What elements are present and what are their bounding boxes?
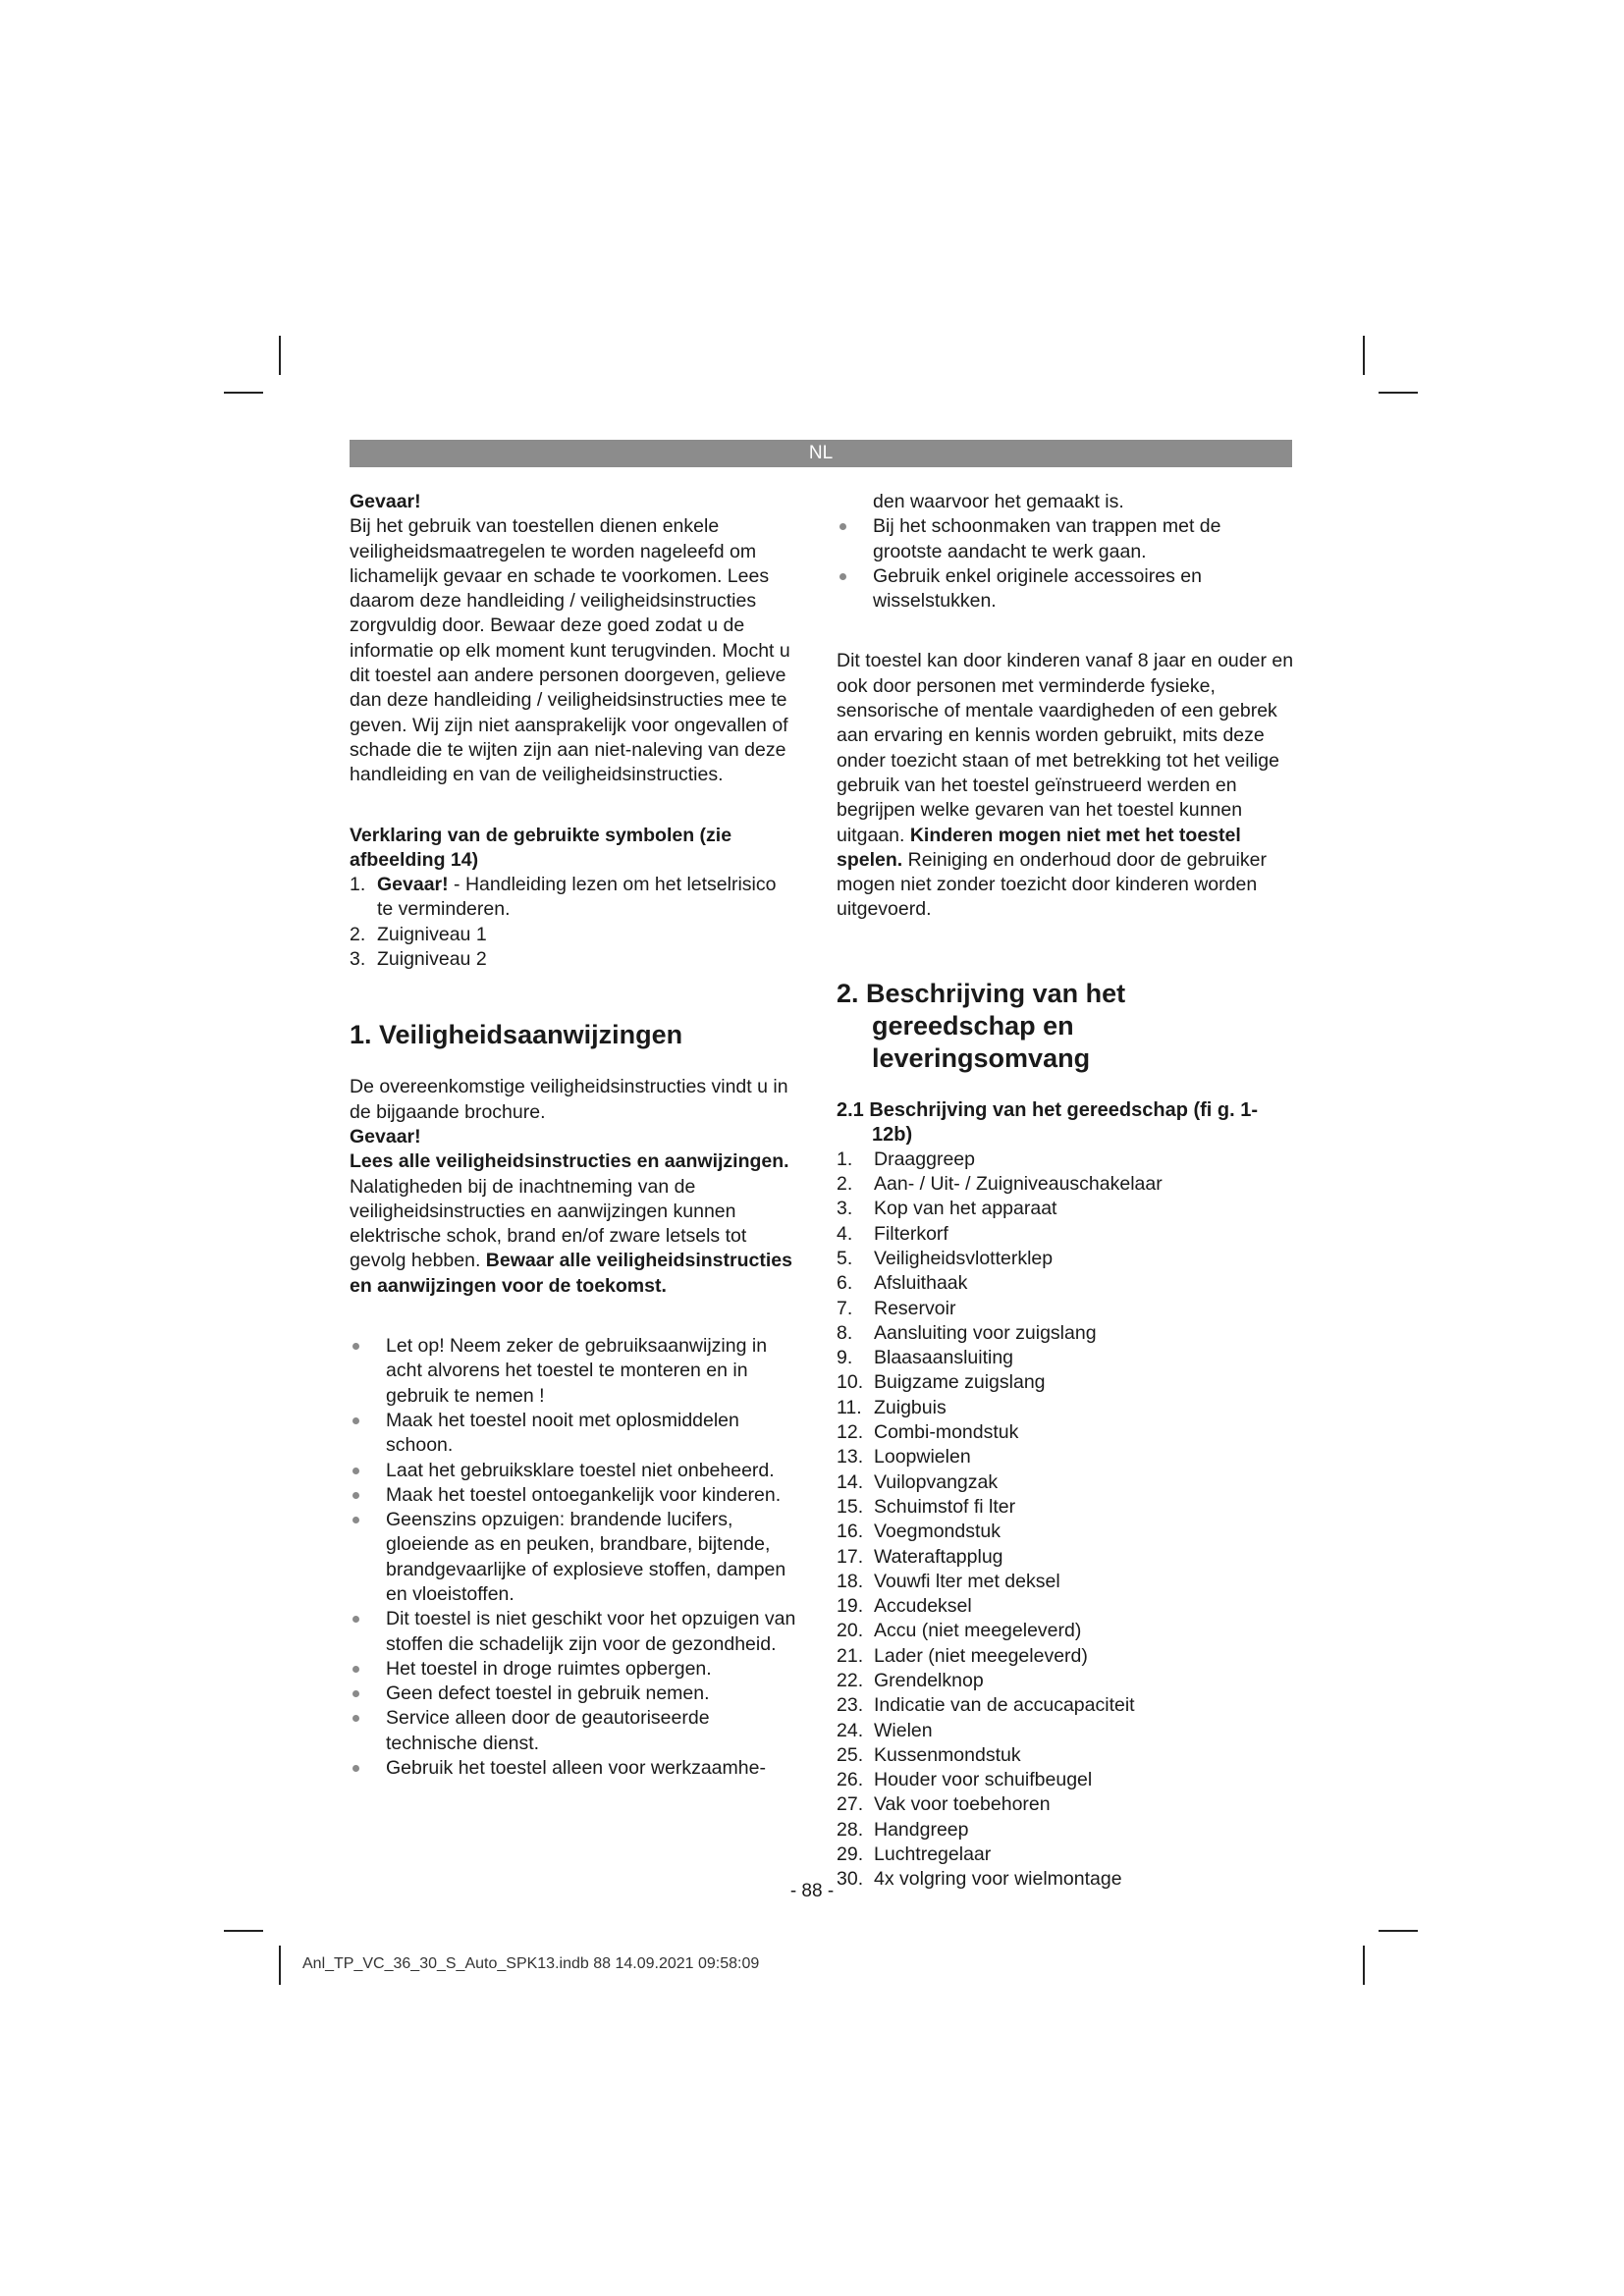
safety-bullet-list-continued	[837, 514, 1294, 614]
part-item	[837, 1520, 1294, 1544]
section1-warning: Gevaar!	[350, 1125, 421, 1148]
page-number: - 88 -	[789, 1881, 835, 1901]
children-text-2: Reiniging en onderhoud door de gebruiker mogen niet zonder toezicht door kinderen worden uitgevoerd.	[837, 848, 1267, 921]
symbols-heading: Verklaring van de gebruikte symbolen (zie afbeelding 14)	[350, 824, 732, 871]
part-label: Handgreep	[874, 1818, 969, 1841]
part-number: 23.	[837, 1694, 864, 1717]
safety-bullet-item: Geen defect toestel in gebruik nemen.	[350, 1682, 803, 1706]
part-number: 18.	[837, 1570, 864, 1592]
part-item	[837, 1719, 1294, 1743]
symbol-desc: - Handleiding lezen om het letselrisico te verminderen.	[377, 874, 777, 921]
safety-bullet-item: Gebruik enkel originele accessoires en wisselstukken.	[837, 564, 1294, 614]
print-file-info: Anl_TP_VC_36_30_S_Auto_SPK13.indb 88 14.09.2021 09:58:09	[302, 1955, 760, 1972]
symbol-item	[350, 873, 803, 923]
part-item	[837, 1545, 1294, 1570]
symbol-text	[377, 947, 803, 972]
part-label: Wielen	[874, 1719, 933, 1741]
part-number: 24.	[837, 1719, 864, 1741]
part-label: Wateraftapplug	[874, 1545, 1003, 1568]
part-item	[837, 1644, 1294, 1669]
part-label: Filterkorf	[874, 1222, 948, 1245]
part-label: Vuilopvangzak	[874, 1470, 999, 1493]
section1-title: 1. Veiligheidsaanwijzingen	[350, 1020, 683, 1050]
part-label: Reservoir	[874, 1297, 956, 1319]
part-label: Kop van het apparaat	[874, 1198, 1057, 1220]
crop-mark	[1379, 392, 1418, 394]
crop-mark	[1379, 1930, 1418, 1932]
section1-paragraph	[350, 1149, 803, 1299]
part-item	[837, 1594, 1294, 1619]
right-column	[837, 490, 1294, 1893]
part-label: Blaasaansluiting	[874, 1347, 1014, 1369]
part-item	[837, 1495, 1294, 1520]
section1-text: Nalatigheden bij de inachtneming van de veiligheidsinstructies en aanwijzingen kunnen elektrische schok, brand en/of zware letsels tot gevolg hebben.	[350, 1175, 747, 1272]
part-item	[837, 1743, 1294, 1768]
safety-bullet-item: Laat het gebruiksklare toestel niet onbeheerd.	[350, 1459, 803, 1483]
part-item	[837, 1818, 1294, 1842]
safety-bullet-item: Geenszins opzuigen: brandende lucifers, gloeiende as en peuken, brandbare, bijtende, brandgevaarlijke of explosieve stoffen, dampen en vloeistoffen.	[350, 1508, 803, 1607]
part-number: 25.	[837, 1743, 864, 1766]
part-item	[837, 1148, 1294, 1172]
safety-bullet-item: Maak het toestel ontoegankelijk voor kinderen.	[350, 1483, 803, 1508]
part-number: 13.	[837, 1446, 864, 1468]
intro-text: Bij het gebruik van toestellen dienen enkele veiligheidsmaatregelen te worden nageleefd om lichamelijk gevaar en schade te voorkomen. Lees daarom deze handleiding / veiligheidsinstructies zorgvuldig door. Bewaar deze goed zodat u de informatie op elk moment kunt terugvinden. Mocht u dit toestel aan andere personen doorgeven, gelieve dan deze handleiding / veiligheidsinstructies mee te geven. Wij zijn niet aansprakelijk voor ongevallen of schade die te wijten zijn aan niet-naleving van deze handleiding en van de veiligheidsinstructies.	[350, 515, 790, 786]
part-number: 19.	[837, 1595, 864, 1618]
safety-bullet-item: Dit toestel is niet geschikt voor het opzuigen van stoffen die schadelijk zijn voor de gezondheid.	[350, 1607, 803, 1657]
symbol-text	[377, 923, 803, 947]
symbol-number: 1.	[350, 874, 366, 896]
part-item	[837, 1420, 1294, 1445]
part-number: 3.	[837, 1198, 853, 1220]
continuation-text: den waarvoor het gemaakt is.	[873, 491, 1124, 512]
part-item	[837, 1271, 1294, 1296]
part-item	[837, 1346, 1294, 1370]
intro-heading: Gevaar!	[350, 491, 421, 512]
part-item	[837, 1619, 1294, 1643]
part-number: 1.	[837, 1148, 853, 1170]
symbol-desc: Zuigniveau 2	[377, 948, 487, 971]
part-item	[837, 1222, 1294, 1247]
part-item	[837, 1370, 1294, 1395]
part-label: Veiligheidsvlotterklep	[874, 1247, 1054, 1269]
section1-bold-lead: Lees alle veiligheidsinstructies en aanwijzingen.	[350, 1150, 789, 1173]
part-number: 27.	[837, 1793, 864, 1816]
part-item	[837, 1842, 1294, 1867]
safety-bullet-item: Let op! Neem zeker de gebruiksaanwijzing in acht alvorens het toestel te monteren en in gebruik te nemen !	[350, 1334, 803, 1409]
part-item	[837, 1197, 1294, 1221]
crop-mark	[1363, 336, 1365, 375]
safety-bullet-list	[350, 1334, 803, 1781]
part-label: Voegmondstuk	[874, 1521, 1001, 1543]
symbol-text	[377, 873, 803, 923]
children-text-1: Dit toestel kan door kinderen vanaf 8 jaar en ouder en ook door personen met verminderde fysieke, sensorische of mentale vaardigheden of een gebrek aan ervaring en kennis worden gebruikt, mits deze onder toezicht staan of met betrekking tot het veilige gebruik van het toestel geïnstrueerd werden en begrijpen welke gevaren van het toestel kunnen uitgaan.	[837, 650, 1294, 846]
subsection21-title: 2.1 Beschrijving van het gereedschap (fi g. 1-12b)	[837, 1098, 1259, 1146]
part-item	[837, 1470, 1294, 1495]
part-label: Houder voor schuifbeugel	[874, 1769, 1093, 1791]
part-label: 4x volgring voor wielmontage	[874, 1868, 1122, 1891]
part-label: Accudeksel	[874, 1595, 972, 1618]
part-label: Lader (niet meegeleverd)	[874, 1644, 1088, 1667]
part-number: 28.	[837, 1818, 864, 1841]
safety-bullet-item: Het toestel in droge ruimtes opbergen.	[350, 1657, 803, 1682]
part-number: 10.	[837, 1371, 864, 1394]
symbol-number: 3.	[350, 948, 366, 971]
left-column	[350, 490, 803, 1781]
part-item	[837, 1768, 1294, 1792]
part-number: 2.	[837, 1173, 853, 1196]
language-header-bar	[350, 440, 1292, 467]
part-number: 12.	[837, 1421, 864, 1444]
part-item	[837, 1445, 1294, 1469]
part-number: 26.	[837, 1769, 864, 1791]
part-item	[837, 1792, 1294, 1817]
part-label: Indicatie van de accucapaciteit	[874, 1694, 1135, 1717]
symbol-item	[350, 947, 803, 972]
crop-mark	[224, 392, 263, 394]
part-label: Luchtregelaar	[874, 1843, 992, 1866]
section2-title: 2. Beschrijving van het gereedschap en leveringsomvang	[837, 978, 1126, 1073]
part-number: 7.	[837, 1297, 853, 1319]
part-item	[837, 1247, 1294, 1271]
part-label: Afsluithaak	[874, 1272, 968, 1295]
crop-mark	[279, 336, 281, 375]
part-number: 9.	[837, 1347, 853, 1369]
part-number: 6.	[837, 1272, 853, 1295]
part-label: Grendelknop	[874, 1669, 984, 1691]
part-label: Loopwielen	[874, 1446, 971, 1468]
part-number: 11.	[837, 1396, 862, 1418]
part-label: Aansluiting voor zuigslang	[874, 1321, 1097, 1344]
part-item	[837, 1321, 1294, 1346]
part-label: Kussenmondstuk	[874, 1743, 1021, 1766]
part-number: 16.	[837, 1521, 864, 1543]
part-item	[837, 1570, 1294, 1594]
crop-mark	[224, 1930, 263, 1932]
part-number: 15.	[837, 1495, 864, 1518]
part-number: 30.	[837, 1868, 864, 1891]
symbol-item	[350, 923, 803, 947]
symbol-bold: Gevaar!	[377, 874, 449, 896]
part-number: 4.	[837, 1222, 853, 1245]
part-item	[837, 1669, 1294, 1693]
part-label: Combi-mondstuk	[874, 1421, 1019, 1444]
part-number: 5.	[837, 1247, 853, 1269]
part-label: Vak voor toebehoren	[874, 1793, 1051, 1816]
part-number: 17.	[837, 1545, 864, 1568]
children-paragraph	[837, 649, 1294, 922]
safety-bullet-item: Service alleen door de geautoriseerde technische dienst.	[350, 1706, 803, 1756]
part-item	[837, 1172, 1294, 1197]
section1-intro: De overeenkomstige veiligheidsinstructies vindt u in de bijgaande brochure.	[350, 1076, 788, 1123]
symbol-number: 2.	[350, 923, 366, 945]
part-label: Accu (niet meegeleverd)	[874, 1620, 1082, 1642]
part-item	[837, 1693, 1294, 1718]
crop-mark	[279, 1946, 281, 1985]
safety-bullet-item: Maak het toestel nooit met oplosmiddelen schoon.	[350, 1409, 803, 1459]
part-number: 29.	[837, 1843, 864, 1866]
children-bold: Kinderen mogen niet met het toestel spelen.	[837, 824, 1241, 871]
safety-bullet-item: Gebruik het toestel alleen voor werkzaamhe-	[350, 1756, 803, 1781]
part-label: Draaggreep	[874, 1148, 975, 1170]
part-number: 20.	[837, 1620, 864, 1642]
crop-mark	[1363, 1946, 1365, 1985]
section1-bold-tail: Bewaar alle veiligheidsinstructies en aanwijzingen voor de toekomst.	[350, 1250, 792, 1297]
language-label: NL	[808, 443, 834, 463]
part-number: 14.	[837, 1470, 864, 1493]
part-label: Vouwfi lter met deksel	[874, 1570, 1060, 1592]
safety-bullet-item: Bij het schoonmaken van trappen met de grootste aandacht te werk gaan.	[837, 514, 1294, 564]
part-label: Zuigbuis	[874, 1396, 947, 1418]
parts-list	[837, 1148, 1294, 1893]
symbols-list	[350, 873, 803, 972]
part-label: Aan- / Uit- / Zuigniveauschakelaar	[874, 1173, 1163, 1196]
symbol-desc: Zuigniveau 1	[377, 923, 487, 945]
part-label: Buigzame zuigslang	[874, 1371, 1046, 1394]
part-number: 22.	[837, 1669, 864, 1691]
part-item	[837, 1396, 1294, 1420]
part-number: 21.	[837, 1644, 864, 1667]
part-item	[837, 1297, 1294, 1321]
part-label: Schuimstof fi lter	[874, 1495, 1016, 1518]
part-number: 8.	[837, 1321, 853, 1344]
